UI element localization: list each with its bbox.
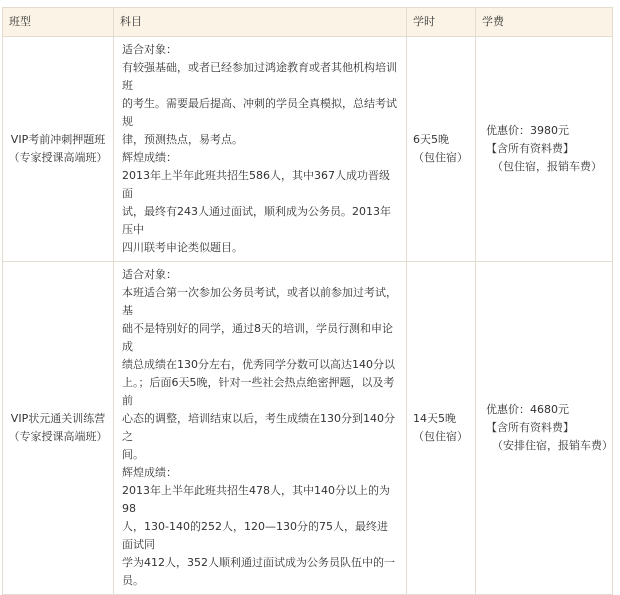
fee-materials: 【含所有资料费】: [486, 421, 574, 434]
table-header-row: [3, 8, 613, 37]
subject-line: 试，最终有243人通过面试，顺利成为公务员。2013年压中: [122, 205, 391, 236]
fee-cell: [476, 37, 613, 262]
fee-note: （安排住宿，报销车费）: [492, 439, 613, 452]
course-table: [2, 7, 613, 595]
subject-line: 2013年上半年此班共招生586人，其中367人成功晋级面: [122, 169, 390, 200]
table-row: [3, 37, 613, 262]
hours-cell: [407, 262, 476, 595]
hours-note: （包住宿）: [413, 430, 468, 443]
hours-main: 14天5晚: [413, 412, 456, 425]
subject-line: 上。；后面6天5晚，针对一些社会热点绝密押题，以及考前: [122, 376, 395, 407]
class-type-cell: [3, 262, 114, 595]
class-type-cell: [3, 37, 114, 262]
subject-line: 心态的调整，培训结束以后，考生成绩在130分到140分之: [122, 412, 395, 443]
class-name: VIP考前冲刺押题班: [10, 133, 106, 146]
fee-materials: 【含所有资料费】: [486, 142, 574, 155]
header-subject: 科目: [114, 8, 407, 37]
subject-cell: [114, 37, 407, 262]
class-name: VIP状元通关训练营: [10, 412, 106, 425]
subject-line: 有较强基础，或者已经参加过鸿途教育或者其他机构培训班: [122, 61, 397, 92]
fee-cell: [476, 262, 613, 595]
subject-line: 适合对象：: [122, 43, 177, 56]
subject-line: 适合对象：: [122, 268, 177, 281]
subject-line: 2013年上半年此班共招生478人，其中140分以上的为98: [122, 484, 390, 515]
fee-price: 优惠价：3980元: [486, 124, 569, 137]
subject-line: 辉煌成绩：: [122, 466, 177, 479]
header-class-type: 班型: [3, 8, 114, 37]
class-note: （专家授课高端班）: [8, 151, 108, 164]
subject-line: 学为412人，352人顺利通过面试成为公务员队伍中的一员。: [122, 556, 395, 587]
subject-line: 间。: [122, 448, 144, 461]
subject-line: 的考生。需要最后提高、冲刺的学员全真模拟，总结考试规: [122, 97, 397, 128]
hours-note: （包住宿）: [413, 151, 468, 164]
class-note: （专家授课高端班）: [8, 430, 108, 443]
subject-line: 本班适合第一次参加公务员考试，或者以前参加过考试，基: [122, 286, 397, 317]
subject-line: 础不是特别好的同学，通过8天的培训，学员行测和申论成: [122, 322, 393, 353]
subject-line: 四川联考申论类似题目。: [122, 241, 243, 254]
header-fee: 学费: [476, 8, 613, 37]
fee-note: （包住宿，报销车费）: [492, 160, 602, 173]
hours-cell: [407, 37, 476, 262]
table-row: [3, 262, 613, 595]
subject-line: 律，预测热点，易考点。: [122, 133, 243, 146]
subject-line: 辉煌成绩：: [122, 151, 177, 164]
subject-cell: [114, 262, 407, 595]
fee-price: 优惠价：4680元: [486, 403, 569, 416]
subject-line: 人，130-140的252人，120—130分的75人，最终进面试同: [122, 520, 388, 551]
header-hours: 学时: [407, 8, 476, 37]
hours-main: 6天5晚: [413, 133, 449, 146]
subject-line: 绩总成绩在130分左右，优秀同学分数可以高达140分以: [122, 358, 395, 371]
